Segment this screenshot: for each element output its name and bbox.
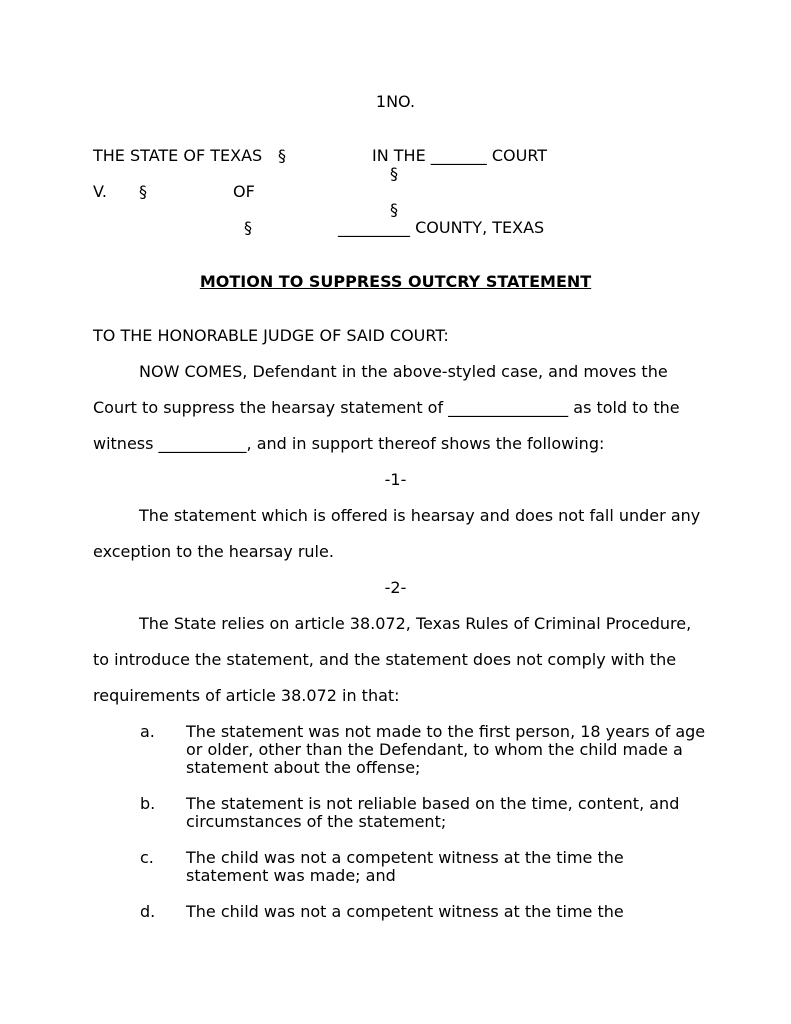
versus: V.	[93, 182, 107, 201]
section-symbol: §	[244, 218, 252, 237]
intro-line: witness ___________, and in support thereof shows the following:	[93, 434, 605, 453]
salutation: TO THE HONORABLE JUDGE OF SAID COURT:	[93, 326, 449, 345]
state-party: THE STATE OF TEXAS	[93, 146, 263, 165]
list-item-letter: b.	[140, 794, 156, 813]
section-line: exception to the hearsay rule.	[93, 542, 334, 561]
list-item-text: The child was not a competent witness at the time the	[186, 902, 624, 921]
intro-line: Court to suppress the hearsay statement of _______________ as told to the	[93, 398, 680, 417]
list-item-letter: d.	[140, 902, 156, 921]
section-symbol: §	[390, 164, 398, 183]
section-number: -1-	[384, 470, 407, 489]
document-title: MOTION TO SUPPRESS OUTCRY STATEMENT	[199, 272, 592, 291]
county-line: _________ COUNTY, TEXAS	[338, 218, 545, 237]
section-line: to introduce the statement, and the statement does not comply with the	[93, 650, 677, 669]
intro-line: NOW COMES, Defendant in the above-styled case, and moves the	[139, 362, 668, 381]
list-item-text: The statement is not reliable based on the time, content, and circumstances of the statement;	[186, 794, 680, 831]
section-symbol: §	[390, 200, 398, 219]
court-line: IN THE _______ COURT	[372, 146, 548, 165]
section-line: The State relies on article 38.072, Texas Rules of Criminal Procedure,	[139, 614, 692, 633]
section-symbol: §	[278, 146, 286, 165]
list-item-letter: a.	[140, 722, 155, 741]
section-line: requirements of article 38.072 in that:	[93, 686, 400, 705]
of-word: OF	[233, 182, 255, 201]
section-line: The statement which is offered is hearsay and does not fall under any	[139, 506, 701, 525]
list-item-letter: c.	[140, 848, 154, 867]
case-number: 1NO.	[375, 92, 416, 111]
list-item-text: The statement was not made to the first person, 18 years of age or older, other than the Defendant, to whom the child made a statement about the offense;	[186, 722, 706, 777]
section-symbol: §	[139, 182, 147, 201]
section-number: -2-	[384, 578, 407, 597]
list-item-text: The child was not a competent witness at the time the statement was made; and	[186, 848, 624, 885]
